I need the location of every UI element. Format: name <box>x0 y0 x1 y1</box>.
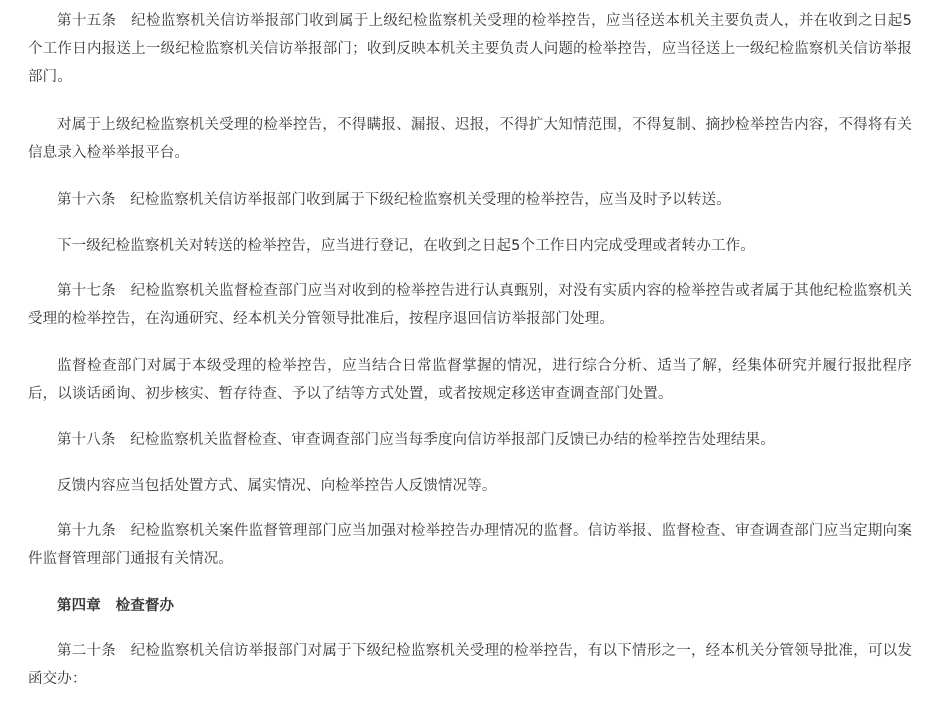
article-18-paragraph: 第十八条 纪检监察机关监督检查、审查调查部门应当每季度向信访举报部门反馈已办结的检举控告处理结果。 <box>57 432 775 448</box>
article-16-supplement-paragraph: 下一级纪检监察机关对转送的检举控告，应当进行登记，在收到之日起5个工作日内完成受理或者转办工作。 <box>57 238 755 254</box>
article-16-paragraph: 第十六条 纪检监察机关信访举报部门收到属于下级纪检监察机关受理的检举控告，应当及时予以转送。 <box>57 192 731 208</box>
article-19-paragraph: 第十九条 纪检监察机关案件监督管理部门应当加强对检举控告办理情况的监督。信访举报、监督检查、审查调查部门应当定期向案件监督管理部门通报有关情况。 <box>28 523 912 567</box>
article-15-supplement-paragraph: 对属于上级纪检监察机关受理的检举控告，不得瞒报、漏报、迟报，不得扩大知情范围，不得复制、摘抄检举控告内容，不得将有关信息录入检举举报平台。 <box>28 117 912 161</box>
article-18-supplement-paragraph: 反馈内容应当包括处置方式、属实情况、向检举控告人反馈情况等。 <box>57 478 497 494</box>
article-20-paragraph: 第二十条 纪检监察机关信访举报部门对属于下级纪检监察机关受理的检举控告，有以下情形之一，经本机关分管领导批准，可以发函交办： <box>28 643 912 687</box>
article-15-paragraph: 第十五条 纪检监察机关信访举报部门收到属于上级纪检监察机关受理的检举控告，应当径送本机关主要负责人，并在收到之日起5个工作日内报送上一级纪检监察机关信访举报部门；收到反映本机关主要负责人问题的检举控告，应当径送上一级纪检监察机关信访举报部门。 <box>28 13 912 85</box>
article-17-supplement-paragraph: 监督检查部门对属于本级受理的检举控告，应当结合日常监督掌握的情况，进行综合分析、适当了解，经集体研究并履行报批程序后，以谈话函询、初步核实、暂存待查、予以了结等方式处置，或者按规定移送审查调查部门处置。 <box>28 358 912 402</box>
article-17-paragraph: 第十七条 纪检监察机关监督检查部门应当对收到的检举控告进行认真甄别，对没有实质内容的检举控告或者属于其他纪检监察机关受理的检举控告，在沟通研究、经本机关分管领导批准后，按程序退回信访举报部门处理。 <box>28 283 912 327</box>
chapter-4-heading: 第四章 检查督办 <box>57 598 175 614</box>
